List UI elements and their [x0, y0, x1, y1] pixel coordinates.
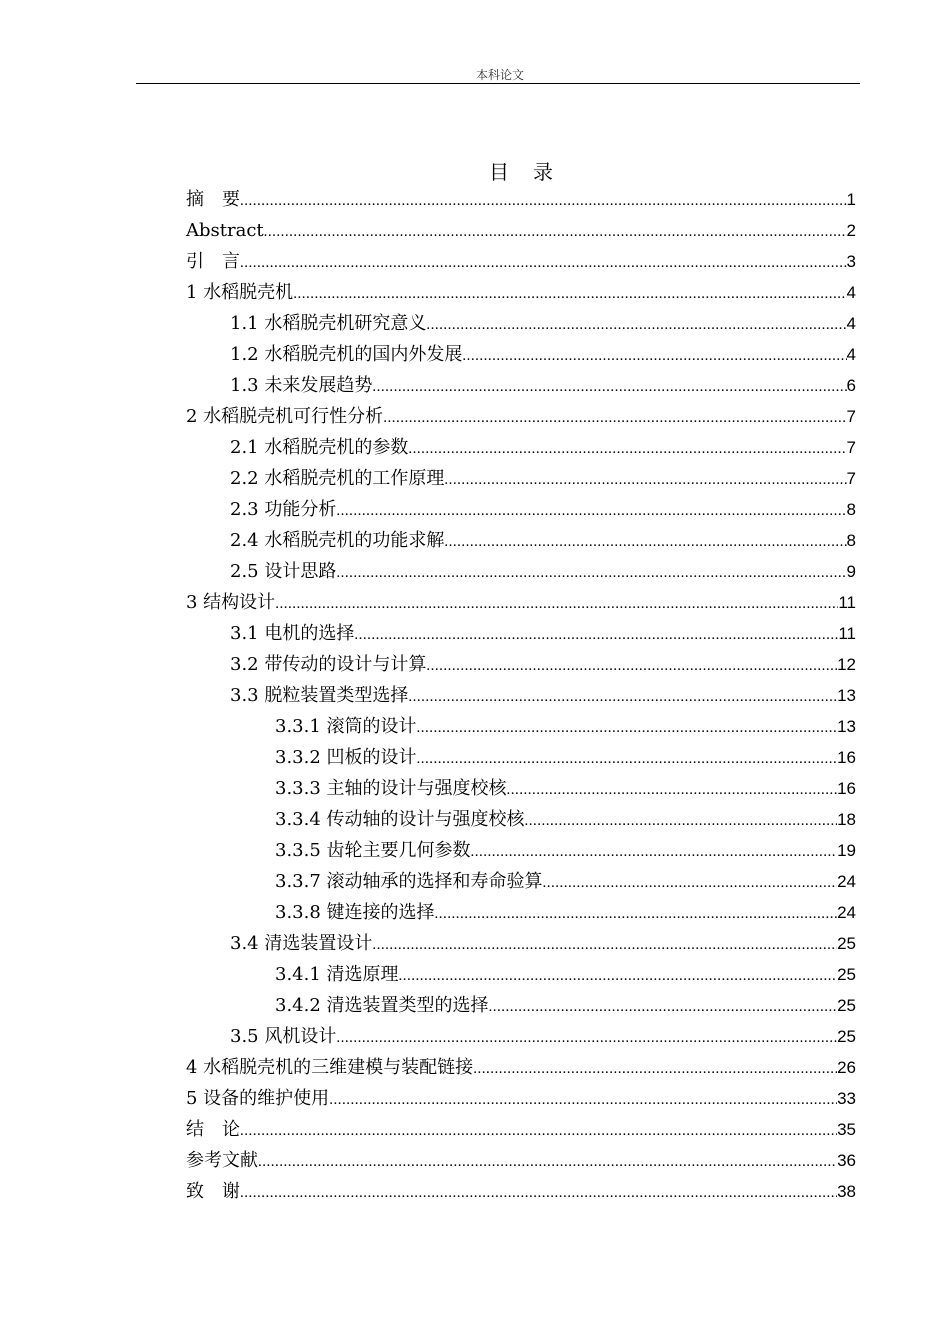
toc-entry-label: 2.5 设计思路	[230, 561, 337, 582]
toc-entry-label: 2.1 水稻脱壳机的参数	[230, 437, 409, 458]
toc-entry-label: 3.3.3 主轴的设计与强度校核	[275, 778, 507, 799]
toc-entry-label: 3.3.5 齿轮主要几何参数	[275, 840, 471, 861]
toc-entry-label: 1.2 水稻脱壳机的国内外发展	[230, 344, 463, 365]
toc-dot-leader	[444, 527, 846, 558]
toc-entry-label: 1.3 未来发展趋势	[230, 375, 373, 396]
toc-entry-page: 12	[837, 655, 856, 674]
toc-entry[interactable]	[186, 742, 856, 773]
toc-entry-label: 2.3 功能分析	[230, 499, 337, 520]
toc-dot-leader	[408, 434, 846, 465]
toc-dot-leader	[489, 992, 838, 1023]
toc-entry-page: 36	[837, 1151, 856, 1170]
toc-dot-leader	[507, 775, 838, 806]
toc-dot-leader	[435, 899, 838, 930]
toc-entry-page: 7	[846, 438, 856, 457]
toc-entry-page: 3	[846, 252, 856, 271]
toc-entry-label: 摘 要	[186, 189, 240, 210]
toc-entry-page: 13	[837, 717, 856, 736]
toc-dot-leader	[336, 1023, 837, 1054]
toc-entry-label: 2.4 水稻脱壳机的功能求解	[230, 530, 445, 551]
toc-entry[interactable]	[186, 370, 856, 401]
toc-entry-page: 4	[846, 314, 856, 333]
toc-entry[interactable]	[186, 308, 856, 339]
toc-entry-label: 3.3 脱粒装置类型选择	[230, 685, 409, 706]
toc-entry[interactable]	[186, 1114, 856, 1145]
toc-entry-page: 26	[837, 1058, 856, 1077]
toc-title-left: 目	[489, 160, 509, 184]
toc-entry[interactable]	[186, 246, 856, 277]
toc-entry-label: 3.5 风机设计	[230, 1026, 337, 1047]
toc-entry-label: 2.2 水稻脱壳机的工作原理	[230, 468, 445, 489]
toc-entry-page: 24	[837, 872, 856, 891]
toc-entry-page: 33	[837, 1089, 856, 1108]
toc-entry-page: 4	[846, 345, 856, 364]
toc-entry-page: 8	[846, 531, 856, 550]
toc-entry[interactable]	[186, 556, 856, 587]
toc-entry-label: 3.4 清选装置设计	[230, 933, 373, 954]
toc-dot-leader	[426, 651, 837, 682]
toc-entry-label: Abstract	[186, 220, 264, 241]
toc-entry[interactable]	[186, 1052, 856, 1083]
toc-entry[interactable]	[186, 432, 856, 463]
toc-dot-leader	[417, 744, 838, 775]
toc-entry[interactable]	[186, 463, 856, 494]
toc-dot-leader	[525, 806, 838, 837]
toc-entry[interactable]	[186, 184, 856, 215]
toc-entry-page: 18	[837, 810, 856, 829]
toc-dot-leader	[293, 279, 846, 310]
toc-entry-label: 结 论	[186, 1119, 240, 1140]
toc-dot-leader	[336, 558, 846, 589]
toc-dot-leader	[240, 1116, 837, 1147]
toc-entry[interactable]	[186, 1083, 856, 1114]
toc-dot-leader	[408, 682, 837, 713]
toc-entry-page: 8	[846, 500, 856, 519]
toc-entry[interactable]	[186, 804, 856, 835]
toc-entry[interactable]	[186, 835, 856, 866]
toc-entry[interactable]	[186, 587, 856, 618]
toc-title	[0, 156, 950, 185]
toc-entry[interactable]	[186, 1145, 856, 1176]
toc-entry[interactable]	[186, 1021, 856, 1052]
toc-dot-leader	[372, 930, 837, 961]
toc-entry[interactable]	[186, 215, 856, 246]
toc-entry-label: 5 设备的维护使用	[186, 1088, 330, 1109]
toc-entry-page: 16	[837, 748, 856, 767]
toc-entry[interactable]	[186, 618, 856, 649]
toc-entry-label: 3.3.8 键连接的选择	[275, 902, 435, 923]
toc-entry-label: 2 水稻脱壳机可行性分析	[186, 406, 384, 427]
toc-entry-page: 35	[837, 1120, 856, 1139]
toc-entry-page: 16	[837, 779, 856, 798]
toc-dot-leader	[444, 465, 846, 496]
toc-entry-page: 4	[846, 283, 856, 302]
toc-entry-label: 3 结构设计	[186, 592, 276, 613]
toc-dot-leader	[417, 713, 838, 744]
toc-entry[interactable]	[186, 1176, 856, 1207]
toc-dot-leader	[399, 961, 838, 992]
toc-entry[interactable]	[186, 277, 856, 308]
toc-dot-leader	[471, 837, 838, 868]
toc-entry-page: 25	[837, 996, 856, 1015]
toc-entry-label: 1.1 水稻脱壳机研究意义	[230, 313, 427, 334]
header-rule	[136, 83, 860, 84]
toc-entry-label: 3.3.4 传动轴的设计与强度校核	[275, 809, 525, 830]
toc-dot-leader	[372, 372, 846, 403]
toc-entry[interactable]	[186, 773, 856, 804]
toc-entry-page: 7	[846, 407, 856, 426]
toc-title-right: 录	[533, 160, 553, 184]
toc-entry-label: 3.4.1 清选原理	[275, 964, 399, 985]
toc-entry-label: 引 言	[186, 251, 240, 272]
toc-entry-label: 3.2 带传动的设计与计算	[230, 654, 427, 675]
toc-dot-leader	[462, 341, 846, 372]
toc-entry[interactable]	[186, 649, 856, 680]
toc-entry-page: 24	[837, 903, 856, 922]
toc-entry-page: 25	[837, 1027, 856, 1046]
toc-dot-leader	[240, 1178, 837, 1209]
toc-entry[interactable]	[186, 928, 856, 959]
toc-dot-leader	[240, 186, 847, 217]
toc-dot-leader	[426, 310, 846, 341]
toc-entry-label: 1 水稻脱壳机	[186, 282, 294, 303]
toc-entry-page: 13	[837, 686, 856, 705]
toc-dot-leader	[329, 1085, 837, 1116]
toc-entry[interactable]	[186, 525, 856, 556]
toc-entry-label: 3.1 电机的选择	[230, 623, 355, 644]
toc-entry-page: 6	[846, 376, 856, 395]
toc-entry[interactable]	[186, 401, 856, 432]
toc-entry-page: 2	[846, 221, 856, 240]
toc-dot-leader	[264, 217, 847, 248]
toc-entry-label: 致 谢	[186, 1181, 240, 1202]
toc-entry[interactable]	[186, 990, 856, 1021]
toc-entry-label: 3.3.1 滚筒的设计	[275, 716, 417, 737]
toc-entry[interactable]	[186, 339, 856, 370]
toc-entry-page: 11	[838, 624, 856, 643]
toc-entry-label: 3.3.2 凹板的设计	[275, 747, 417, 768]
toc-entry-page: 11	[838, 593, 856, 612]
toc-entry-label: 4 水稻脱壳机的三维建模与装配链接	[186, 1057, 474, 1078]
toc-entry-page: 1	[846, 190, 856, 209]
toc-entry-label: 3.4.2 清选装置类型的选择	[275, 995, 489, 1016]
table-of-contents	[186, 184, 856, 1207]
toc-entry[interactable]	[186, 711, 856, 742]
toc-entry-page: 38	[837, 1182, 856, 1201]
toc-entry[interactable]	[186, 494, 856, 525]
toc-entry-page: 19	[837, 841, 856, 860]
page-header: 本科论文	[475, 68, 524, 82]
toc-dot-leader	[354, 620, 838, 651]
toc-entry[interactable]	[186, 959, 856, 990]
toc-entry-page: 25	[837, 965, 856, 984]
toc-entry-page: 9	[846, 562, 856, 581]
toc-entry-page: 7	[846, 469, 856, 488]
toc-dot-leader	[240, 248, 847, 279]
toc-dot-leader	[258, 1147, 837, 1178]
toc-entry[interactable]	[186, 680, 856, 711]
toc-entry[interactable]	[186, 897, 856, 928]
toc-entry[interactable]	[186, 866, 856, 897]
toc-dot-leader	[275, 589, 838, 620]
toc-dot-leader	[473, 1054, 837, 1085]
toc-entry-page: 25	[837, 934, 856, 953]
toc-entry-label: 参考文献	[186, 1150, 258, 1171]
toc-dot-leader	[383, 403, 846, 434]
toc-dot-leader	[543, 868, 838, 899]
toc-dot-leader	[336, 496, 846, 527]
toc-entry-label: 3.3.7 滚动轴承的选择和寿命验算	[275, 871, 543, 892]
